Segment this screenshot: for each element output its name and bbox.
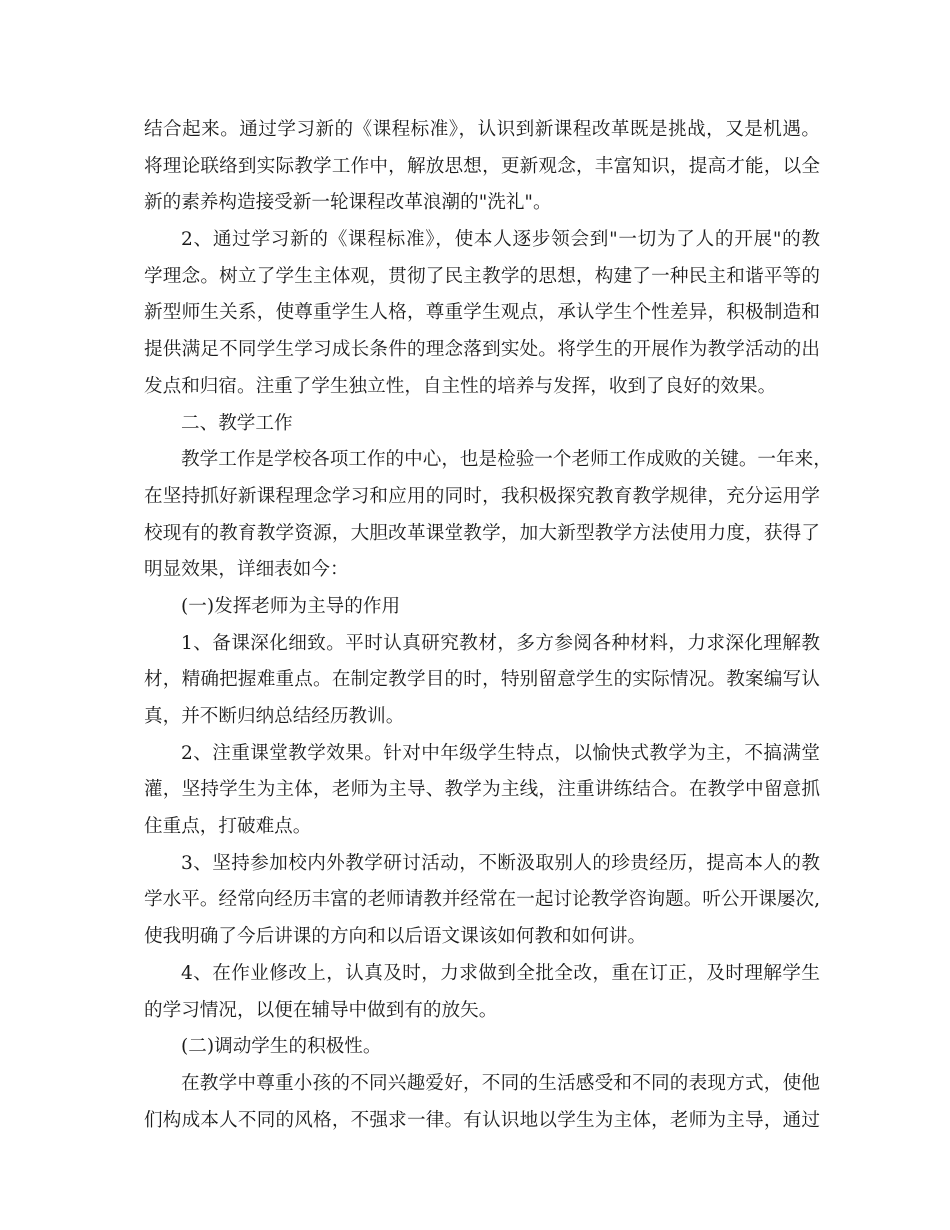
text-line: 结合起来。通过学习新的《课程标准》，认识到新课程改革既是挑战，又是机遇。 — [144, 119, 820, 140]
text-line: 学理念。树立了学生主体观，贯彻了民主教学的思想，构建了一种民主和谐平等的 — [144, 265, 820, 287]
text-line: 的学习情况，以便在辅导中做到有的放矢。 — [144, 999, 498, 1021]
text-line: 在坚持抓好新课程理念学习和应用的同时，我积极探究教育教学规律，充分运用学 — [144, 485, 820, 507]
paragraph-first-line: 1、备课深化细致。平时认真研究教材，多方参阅各种材料，力求深化理解教 — [181, 632, 820, 654]
text-line: 使我明确了今后讲课的方向和以后语文课该如何教和如何讲。 — [144, 926, 647, 948]
paragraph-first-line: 2、通过学习新的《课程标准》，使本人逐步领会到"一切为了人的开展"的教 — [181, 229, 820, 251]
text-line: 明显效果，详细表如今： — [144, 559, 349, 581]
section-heading: 二、教学工作 — [181, 412, 293, 434]
text-line: 新型师生关系，使尊重学生人格，尊重学生观点，承认学生个性差异，积极制造和 — [144, 302, 820, 324]
text-line: 发点和归宿。注重了学生独立性，自主性的培养与发挥，收到了良好的效果。 — [144, 375, 777, 397]
text-line: 新的素养构造接受新一轮课程改革浪潮的"洗礼"。 — [144, 192, 552, 214]
text-line: 校现有的教育教学资源，大胆改革课堂教学，加大新型教学方法使用力度，获得了 — [144, 522, 820, 544]
subsection-heading: (一)发挥老师为主导的作用 — [181, 595, 401, 617]
text-line: 将理论联络到实际教学工作中，解放思想，更新观念，丰富知识，提高才能，以全 — [144, 155, 820, 177]
text-line: 住重点，打破难点。 — [144, 816, 312, 838]
text-line: 们构成本人不同的风格，不强求一律。有认识地以学生为主体，老师为主导，通过 — [144, 1109, 820, 1131]
text-line: 材，精确把握难重点。在制定教学目的时，特别留意学生的实际情况。教案编写认 — [144, 669, 820, 691]
text-line: 提供满足不同学生学习成长条件的理念落到实处。将学生的开展作为教学活动的出 — [144, 339, 820, 361]
paragraph-first-line: 教学工作是学校各项工作的中心，也是检验一个老师工作成败的关键。一年来， — [181, 449, 832, 471]
text-line: 学水平。经常向经历丰富的老师请教并经常在一起讨论教学咨询题。听公开课屡次, — [144, 889, 820, 911]
document-body — [144, 112, 832, 1139]
text-line: 真，并不断归纳总结经历教训。 — [144, 706, 405, 727]
paragraph-first-line: 在教学中尊重小孩的不同兴趣爱好，不同的生活感受和不同的表现方式，使他 — [181, 1072, 820, 1094]
paragraph-first-line: 2、注重课堂教学效果。针对中年级学生特点，以愉快式教学为主，不搞满堂 — [181, 742, 820, 764]
text-line: 灌，坚持学生为主体，老师为主导、教学为主线，注重讲练结合。在教学中留意抓 — [144, 779, 820, 801]
subsection-heading: (二)调动学生的积极性。 — [181, 1036, 382, 1058]
paragraph-first-line: 4、在作业修改上，认真及时，力求做到全批全改，重在订正，及时理解学生 — [181, 962, 820, 984]
paragraph-first-line: 3、坚持参加校内外教学研讨活动，不断汲取别人的珍贵经历，提高本人的教 — [181, 852, 820, 874]
